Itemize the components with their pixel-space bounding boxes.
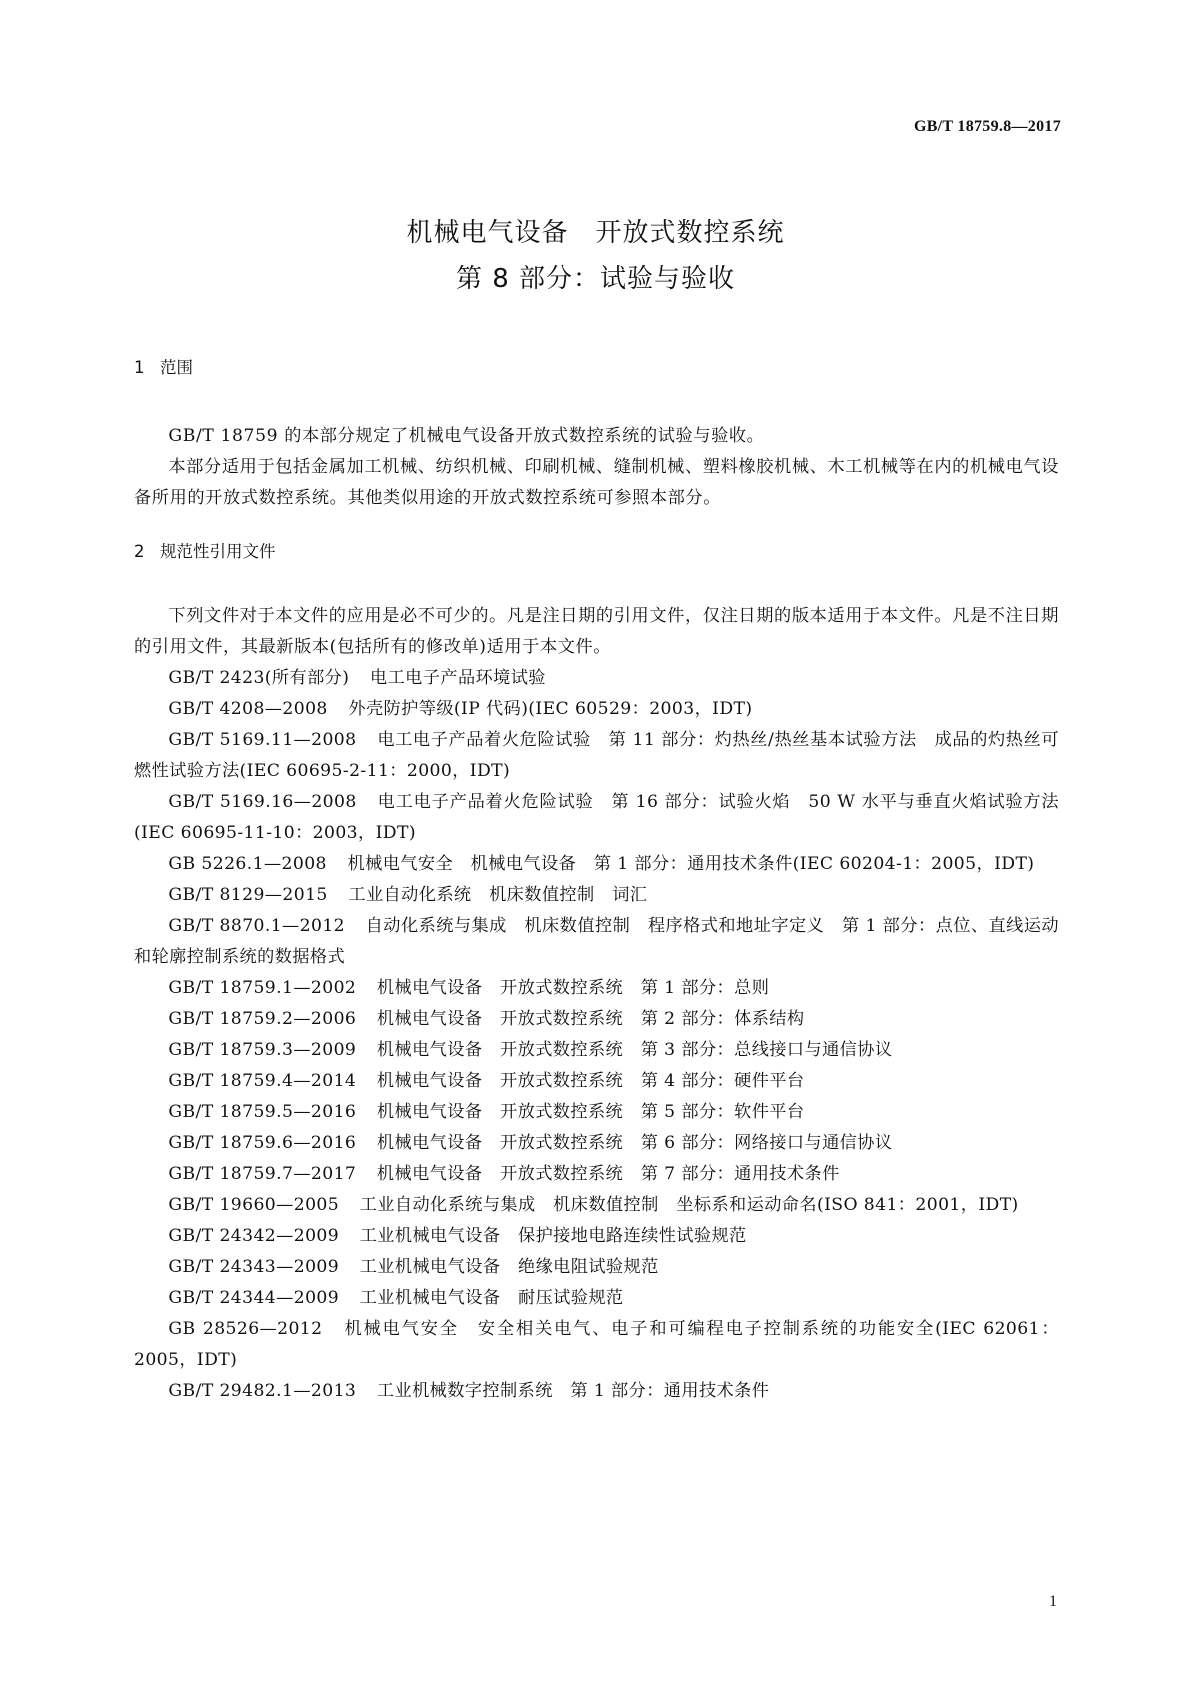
reference-code: GB/T 18759.1—2002 [168, 978, 357, 998]
reference-entry [134, 849, 1059, 880]
reference-title: 自动化系统与集成 机床数值控制 程序格式和地址字定义 第 1 部分：点位、直线运动和轮廓控制系统的数据格式 [134, 916, 1060, 967]
reference-entry [134, 1221, 1059, 1252]
reference-entry [134, 1283, 1059, 1314]
reference-entry [134, 1159, 1059, 1190]
section-number: 2 [134, 542, 145, 561]
scope-paragraph: GB/T 18759 的本部分规定了机械电气设备开放式数控系统的试验与验收。 [168, 426, 765, 446]
standard-code: GB/T 18759.8—2017 [913, 118, 1061, 135]
reference-code: GB/T 24344—2009 [168, 1288, 340, 1308]
reference-entry [134, 1004, 1059, 1035]
reference-code: GB/T 2423(所有部分) [168, 668, 350, 688]
reference-title: 机械电气安全 机械电气设备 第 1 部分：通用技术条件(IEC 60204-1：2005，IDT) [347, 854, 1035, 874]
reference-code: GB 28526—2012 [168, 1319, 323, 1339]
reference-entry [134, 1097, 1059, 1128]
reference-entry [134, 663, 1059, 694]
reference-code: GB/T 8870.1—2012 [168, 916, 345, 936]
reference-code: GB 5226.1—2008 [168, 854, 327, 874]
reference-code: GB/T 4208—2008 [168, 699, 328, 719]
reference-title: 工业机械数字控制系统 第 1 部分：通用技术条件 [376, 1381, 770, 1401]
reference-entry [134, 1128, 1059, 1159]
reference-code: GB/T 18759.2—2006 [168, 1009, 357, 1029]
reference-code: GB/T 24342—2009 [168, 1226, 340, 1246]
reference-code: GB/T 18759.6—2016 [168, 1133, 357, 1153]
reference-title: 机械电气设备 开放式数控系统 第 5 部分：软件平台 [376, 1102, 805, 1122]
reference-title: 工业自动化系统 机床数值控制 词汇 [348, 885, 648, 905]
document-title [0, 210, 1191, 302]
reference-entry [134, 725, 1059, 787]
section-number: 1 [134, 358, 145, 377]
reference-entry [134, 1252, 1059, 1283]
section-title: 范围 [160, 358, 193, 377]
scope-paragraph: 本部分适用于包括金属加工机械、纺织机械、印刷机械、缝制机械、塑料橡胶机械、木工机械等在内的机械电气设备所用的开放式数控系统。其他类似用途的开放式数控系统可参照本部分。 [134, 457, 1059, 508]
reference-title: 机械电气设备 开放式数控系统 第 3 部分：总线接口与通信协议 [376, 1040, 893, 1060]
reference-code: GB/T 29482.1—2013 [168, 1381, 357, 1401]
reference-entry [134, 1376, 1059, 1407]
reference-title: 工业自动化系统与集成 机床数值控制 坐标系和运动命名(ISO 841：2001，IDT) [359, 1195, 1019, 1215]
reference-title: 电工电子产品环境试验 [370, 668, 546, 688]
reference-code: GB/T 24343—2009 [168, 1257, 340, 1277]
section-1-heading [134, 352, 1059, 383]
reference-entry [134, 911, 1059, 973]
section-2-heading [134, 536, 1059, 567]
references-intro: 下列文件对于本文件的应用是必不可少的。凡是注日期的引用文件，仅注日期的版本适用于本文件。凡是不注日期的引用文件，其最新版本(包括所有的修改单)适用于本文件。 [134, 606, 1059, 657]
reference-entry [134, 880, 1059, 911]
reference-code: GB/T 18759.7—2017 [168, 1164, 357, 1184]
reference-code: GB/T 18759.3—2009 [168, 1040, 357, 1060]
reference-entry [134, 694, 1059, 725]
reference-title: 机械电气设备 开放式数控系统 第 6 部分：网络接口与通信协议 [376, 1133, 893, 1153]
section-title: 规范性引用文件 [160, 542, 276, 561]
reference-title: 电工电子产品着火危险试验 第 11 部分：灼热丝/热丝基本试验方法 成品的灼热丝可燃性试验方法(IEC 60695-2-11：2000，IDT) [134, 730, 1059, 781]
reference-title: 电工电子产品着火危险试验 第 16 部分：试验火焰 50 W 水平与垂直火焰试验方法(IEC 60695-11-10：2003，IDT) [134, 792, 1059, 843]
reference-title: 工业机械电气设备 保护接地电路连续性试验规范 [359, 1226, 747, 1246]
reference-code: GB/T 5169.16—2008 [168, 792, 357, 812]
reference-entry [134, 973, 1059, 1004]
title-line-2: 第 8 部分：试验与验收 [455, 264, 736, 294]
reference-title: 机械电气设备 开放式数控系统 第 1 部分：总则 [376, 978, 770, 998]
reference-entry [134, 1066, 1059, 1097]
reference-title: 机械电气设备 开放式数控系统 第 2 部分：体系结构 [376, 1009, 805, 1029]
reference-title: 工业机械电气设备 绝缘电阻试验规范 [359, 1257, 659, 1277]
title-line-1: 机械电气设备 开放式数控系统 [406, 218, 785, 248]
reference-code: GB/T 18759.5—2016 [168, 1102, 357, 1122]
reference-title: 机械电气设备 开放式数控系统 第 7 部分：通用技术条件 [376, 1164, 840, 1184]
reference-code: GB/T 18759.4—2014 [168, 1071, 357, 1091]
reference-entry [134, 1314, 1059, 1376]
document-body [134, 352, 1059, 1407]
reference-entry [134, 1035, 1059, 1066]
reference-title: 机械电气安全 安全相关电气、电子和可编程电子控制系统的功能安全(IEC 62061：2005，IDT) [134, 1319, 1059, 1370]
reference-entry [134, 1190, 1059, 1221]
reference-entry [134, 787, 1059, 849]
reference-code: GB/T 8129—2015 [168, 885, 328, 905]
reference-title: 外壳防护等级(IP 代码)(IEC 60529：2003，IDT) [348, 699, 753, 719]
reference-title: 工业机械电气设备 耐压试验规范 [359, 1288, 624, 1308]
reference-code: GB/T 5169.11—2008 [168, 730, 357, 750]
reference-code: GB/T 19660—2005 [168, 1195, 340, 1215]
reference-title: 机械电气设备 开放式数控系统 第 4 部分：硬件平台 [376, 1071, 805, 1091]
page-number: 1 [1049, 1593, 1057, 1610]
